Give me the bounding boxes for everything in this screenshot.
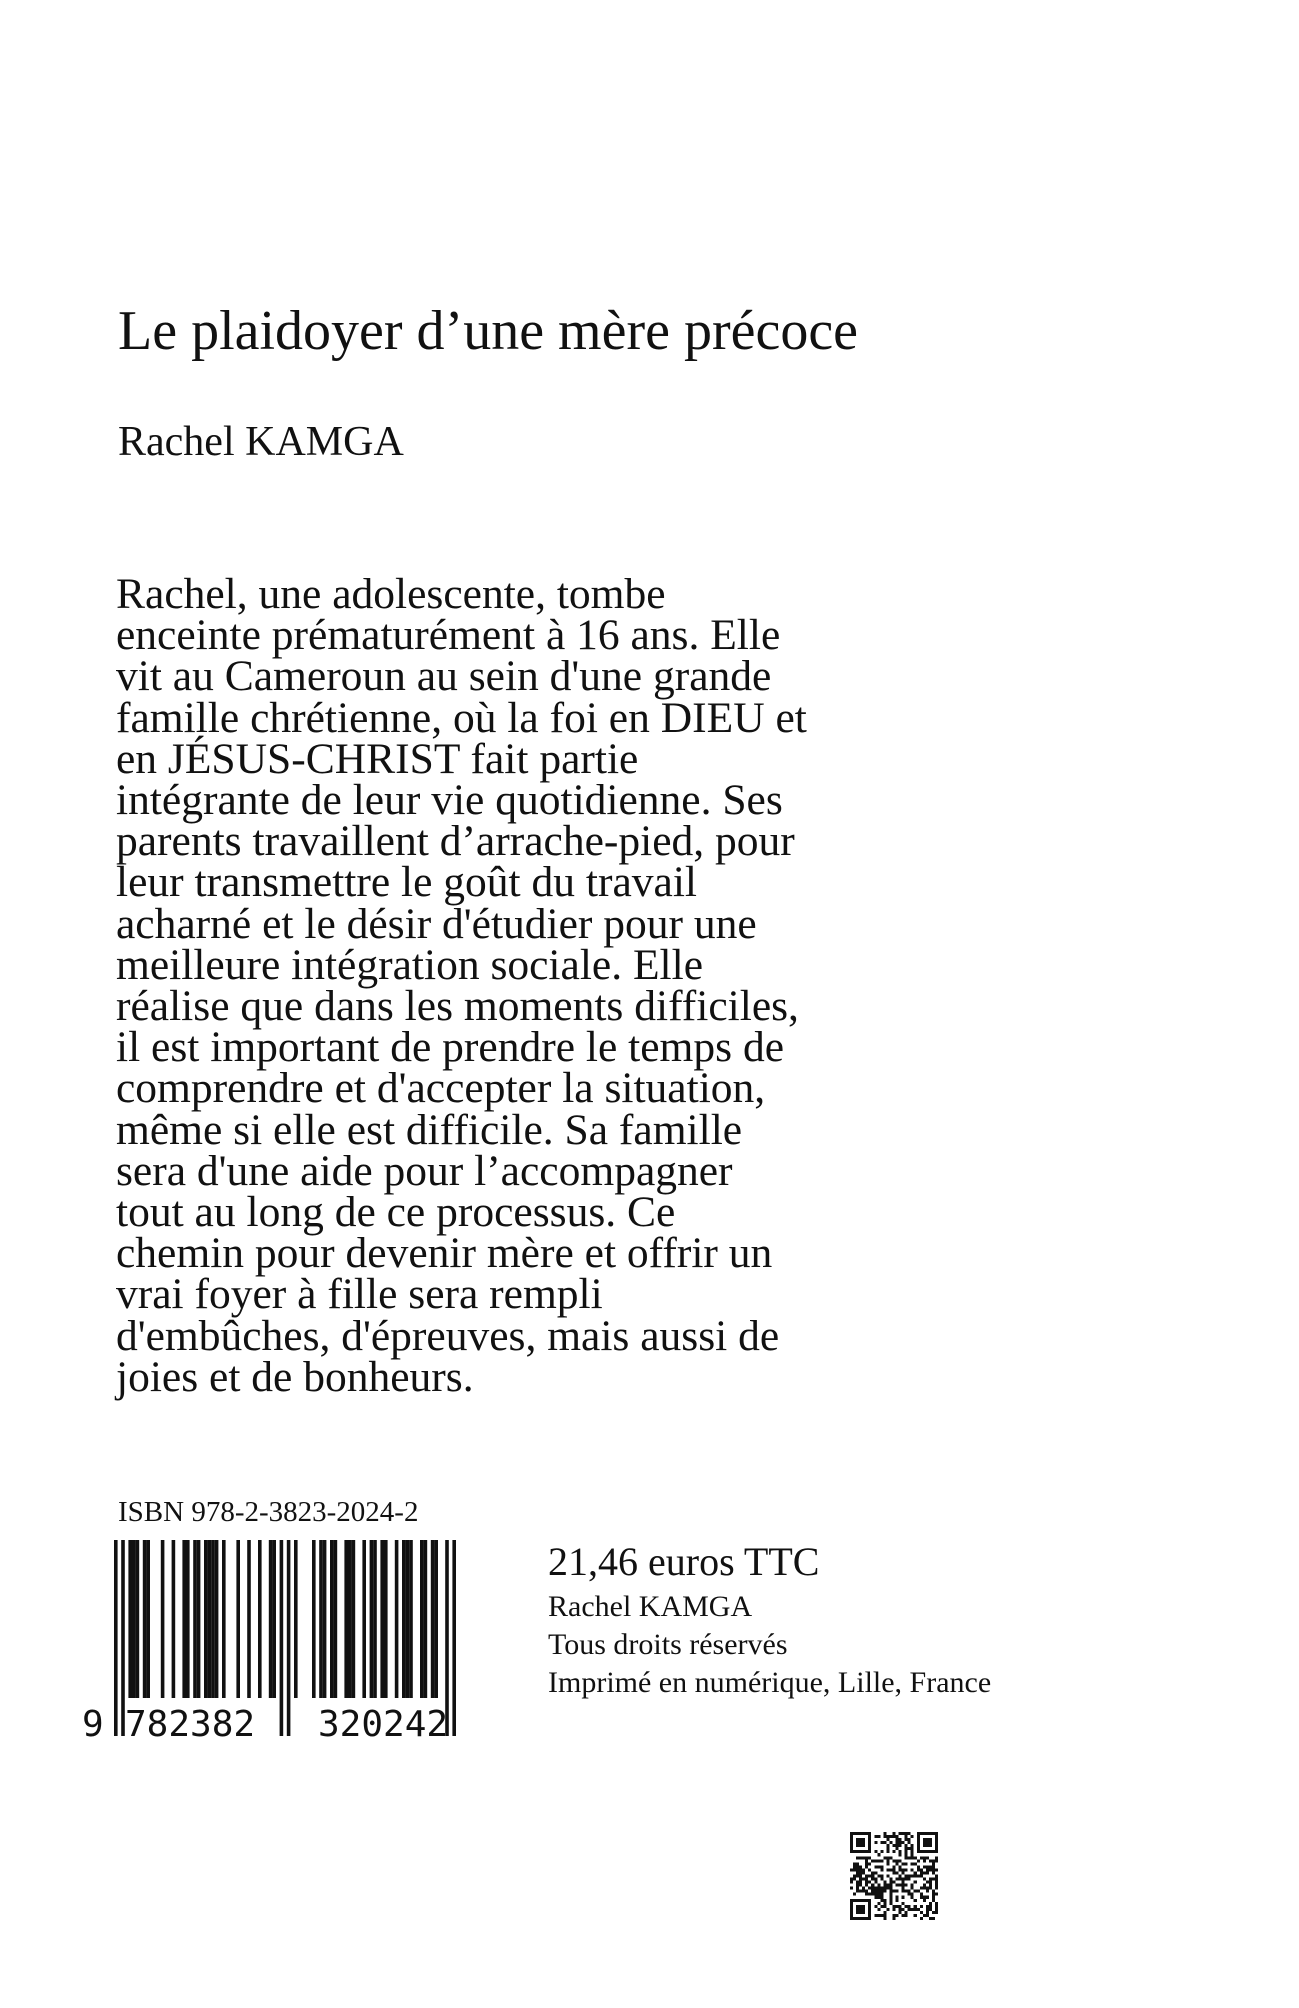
barcode-bar — [114, 1540, 118, 1736]
barcode-bar — [161, 1540, 165, 1698]
barcode-bar — [319, 1540, 323, 1698]
blurb-line: comprendre et d'accepter la situation, — [116, 1064, 766, 1113]
barcode-bar — [452, 1540, 456, 1736]
barcode-bar — [193, 1540, 197, 1698]
barcode-bar — [272, 1540, 276, 1698]
blurb-line: sera d'une aide pour l’accompagner — [116, 1146, 733, 1195]
barcode-bar — [384, 1540, 388, 1698]
blurb-line: famille chrétienne, où la foi en DIEU et — [116, 693, 807, 742]
blurb-line: d'embûches, d'épreuves, mais aussi de — [116, 1311, 780, 1360]
price: 21,46 euros TTC — [548, 1539, 820, 1584]
barcode-bar — [208, 1540, 212, 1698]
blurb-line: chemin pour devenir mère et offrir un — [116, 1229, 773, 1278]
blurb-line: vit au Cameroun au sein d'une grande — [116, 652, 772, 701]
isbn-label: ISBN 978-2-3823-2024-2 — [118, 1496, 419, 1528]
barcode-group-left: 782382 — [125, 1704, 256, 1740]
barcode-bar — [424, 1540, 428, 1698]
barcode-bar — [294, 1540, 298, 1698]
barcode-bar — [211, 1540, 215, 1698]
blurb-line: il est important de prendre le temps de — [116, 1023, 785, 1072]
barcode-first-digit: 9 — [82, 1704, 104, 1740]
barcode-bar — [380, 1540, 384, 1698]
barcode-bar — [431, 1540, 435, 1698]
barcode-bar — [186, 1540, 190, 1698]
blurb-line: acharné et le désir d'étudier pour une — [116, 899, 757, 948]
blurb-line: intégrante de leur vie quotidienne. Ses — [116, 776, 783, 825]
barcode-bar — [362, 1540, 366, 1698]
barcode-bar — [128, 1540, 132, 1698]
barcode-group-right: 320242 — [318, 1704, 449, 1740]
barcode-bar — [204, 1540, 208, 1698]
blurb-line: vrai foyer à fille sera rempli — [116, 1270, 603, 1319]
blurb-line: leur transmettre le goût du travail — [116, 858, 698, 907]
barcode-bar — [287, 1540, 291, 1736]
blurb-line: Rachel, une adolescente, tombe — [116, 570, 666, 618]
barcode-bar — [172, 1540, 176, 1698]
barcode-bar — [344, 1540, 348, 1698]
barcode-bar — [395, 1540, 399, 1698]
barcode-bar — [215, 1540, 219, 1698]
barcode-bar — [402, 1540, 406, 1698]
barcode-bar — [269, 1540, 273, 1698]
barcode-bar — [222, 1540, 226, 1698]
blurb-line: réalise que dans les moments difficiles, — [116, 982, 799, 1031]
barcode-bar — [312, 1540, 316, 1698]
imprint-rights: Tous droits réservés — [548, 1628, 788, 1661]
author-name: Rachel KAMGA — [118, 419, 404, 465]
imprint-author: Rachel KAMGA — [548, 1590, 753, 1623]
barcode-bar — [197, 1540, 201, 1698]
isbn-barcode — [80, 1540, 490, 1740]
barcode-bar — [182, 1540, 186, 1698]
imprint-block — [548, 1588, 991, 1702]
barcode-bar — [434, 1540, 438, 1698]
barcode-bar — [409, 1540, 413, 1698]
barcode-bar — [370, 1540, 374, 1698]
barcode-bar — [352, 1540, 356, 1698]
barcode-bar — [136, 1540, 140, 1698]
barcode-bar — [348, 1540, 352, 1698]
blurb-line: parents travaillent d’arrache-pied, pour — [116, 817, 795, 866]
blurb-line: en JÉSUS-CHRIST fait partie — [116, 734, 639, 783]
barcode-bar — [258, 1540, 262, 1698]
barcode-bar — [143, 1540, 147, 1698]
barcode-bar — [334, 1540, 338, 1698]
barcode-bar — [373, 1540, 377, 1698]
book-title: Le plaidoyer d’une mère précoce — [118, 300, 859, 362]
barcode-bar — [406, 1540, 410, 1698]
imprint-printed: Imprimé en numérique, Lille, France — [548, 1666, 992, 1699]
blurb-line: même si elle est difficile. Sa famille — [116, 1105, 743, 1154]
barcode-bar — [323, 1540, 327, 1698]
barcode-bar — [330, 1540, 334, 1698]
blurb-line: joies et de bonheurs. — [116, 1352, 474, 1401]
back-cover-blurb — [116, 570, 996, 1401]
barcode-bar — [236, 1540, 240, 1698]
barcode-bar — [146, 1540, 150, 1698]
qr-code-icon — [850, 1832, 938, 1920]
blurb-line: meilleure intégration sociale. Elle — [116, 940, 704, 989]
barcode-bar — [280, 1540, 284, 1736]
barcode-bar — [420, 1540, 424, 1698]
blurb-line: tout au long de ce processus. Ce — [116, 1188, 676, 1237]
barcode-bar — [247, 1540, 251, 1698]
blurb-line: enceinte prématurément à 16 ans. Elle — [116, 611, 781, 660]
barcode-bar — [132, 1540, 136, 1698]
